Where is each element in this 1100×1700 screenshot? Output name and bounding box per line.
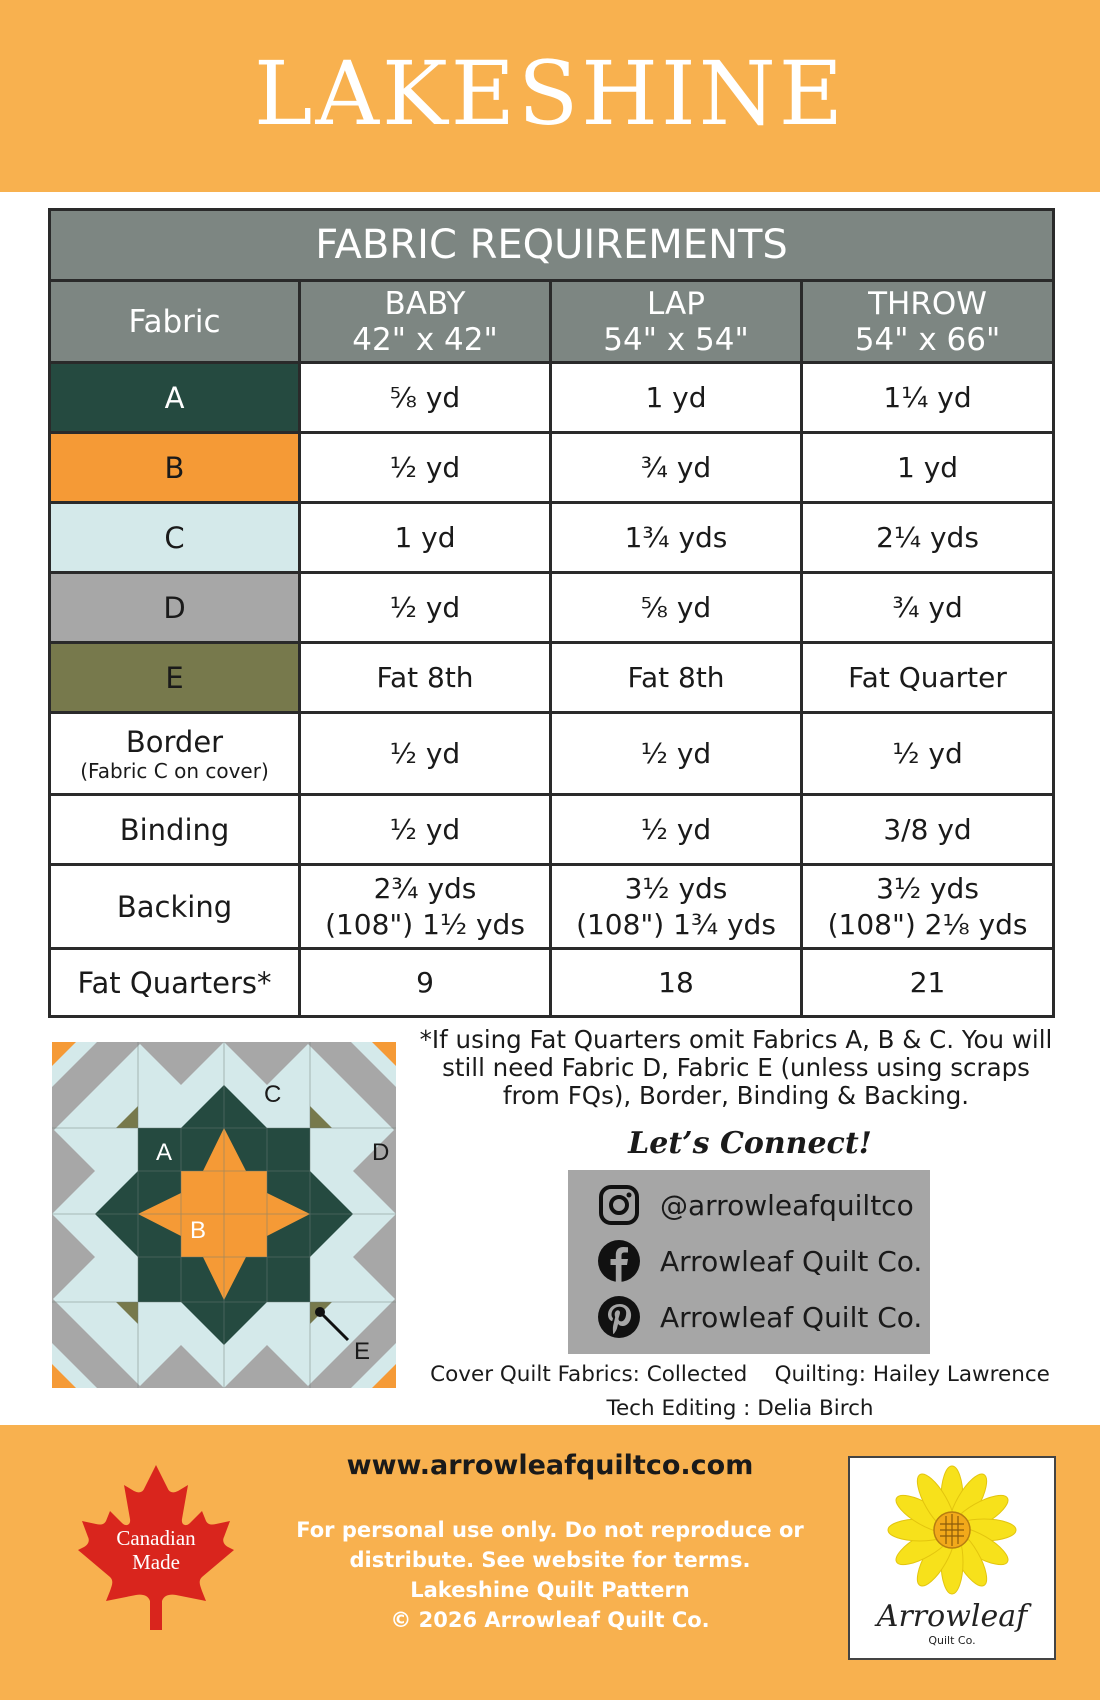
facebook-name: Arrowleaf Quilt Co.	[660, 1244, 923, 1278]
credit-fabrics: Cover Quilt Fabrics: Collected	[430, 1362, 748, 1387]
block-label-d: D	[372, 1139, 390, 1166]
table-cell: Fat Quarter	[802, 643, 1054, 713]
row-label: Border	[125, 724, 224, 759]
table-cell: 3/8 yd	[802, 795, 1054, 865]
fabric-label-a: A	[50, 363, 300, 433]
table-cell: ½ yd	[300, 795, 551, 865]
table-cell: 9	[300, 949, 551, 1017]
fabric-requirements-table	[48, 208, 1055, 1018]
table-cell	[802, 865, 1054, 949]
table-cell: 18	[551, 949, 802, 1017]
fabric-label-binding: Binding	[50, 795, 300, 865]
sunflower-icon	[850, 1458, 1054, 1658]
table-row	[50, 643, 1054, 713]
title-banner	[0, 0, 1100, 192]
fabric-column-header: Fabric	[50, 281, 300, 363]
table-cell: Fat 8th	[300, 643, 551, 713]
table-cell: ¾ yd	[802, 573, 1054, 643]
canadian-label: Canadian	[116, 1526, 196, 1550]
table-row	[50, 503, 1054, 573]
social-facebook[interactable]	[596, 1236, 922, 1286]
legal-line: distribute. See website for terms.	[349, 1548, 751, 1572]
cell-line: (108") 2⅛ yds	[827, 907, 1028, 941]
table-cell: 2¼ yds	[802, 503, 1054, 573]
block-label-c: C	[264, 1081, 282, 1108]
social-pinterest[interactable]	[596, 1292, 922, 1342]
block-label-b: B	[190, 1217, 207, 1244]
table-row	[50, 363, 1054, 433]
row-sublabel: (Fabric C on cover)	[80, 758, 269, 783]
fabric-label-b: B	[50, 433, 300, 503]
social-instagram[interactable]	[596, 1180, 914, 1230]
table-cell: ¾ yd	[551, 433, 802, 503]
table-cell: 21	[802, 949, 1054, 1017]
size-header-lap	[551, 281, 802, 363]
table-cell: ½ yd	[551, 795, 802, 865]
cell-line: 3½ yds	[624, 871, 728, 905]
table-cell: 1¾ yds	[551, 503, 802, 573]
arrowleaf-logo	[848, 1456, 1056, 1660]
table-row	[50, 949, 1054, 1017]
made-label: Made	[132, 1550, 180, 1574]
instagram-handle: @arrowleafquiltco	[660, 1188, 914, 1222]
legal-notice	[290, 1515, 810, 1635]
legal-line: © 2026 Arrowleaf Quilt Co.	[390, 1608, 710, 1632]
table-cell: 1 yd	[802, 433, 1054, 503]
table-cell: Fat 8th	[551, 643, 802, 713]
website-link[interactable]: www.arrowleafquiltco.com	[346, 1450, 754, 1481]
table-cell: ½ yd	[300, 713, 551, 795]
credits	[430, 1358, 1050, 1426]
table-row	[50, 795, 1054, 865]
legal-line: For personal use only. Do not reproduce or	[296, 1518, 804, 1542]
table-cell: ⅝ yd	[300, 363, 551, 433]
size-dims: 42" x 42"	[352, 321, 498, 358]
table-cell: 1¼ yd	[802, 363, 1054, 433]
lets-connect-heading: Let’s Connect!	[628, 1126, 872, 1161]
quilt-block-diagram	[52, 1042, 396, 1388]
size-name: LAP	[647, 285, 705, 322]
credit-quilting: Quilting: Hailey Lawrence	[774, 1362, 1050, 1387]
social-links-panel	[568, 1170, 930, 1354]
table-row	[50, 573, 1054, 643]
size-name: BABY	[384, 285, 466, 322]
cell-line: 2¾ yds	[373, 871, 477, 905]
cell-line: (108") 1¾ yds	[576, 907, 776, 941]
cell-line: (108") 1½ yds	[325, 907, 525, 941]
table-caption: FABRIC REQUIREMENTS	[50, 210, 1054, 281]
maple-leaf-icon	[78, 1465, 234, 1630]
cell-line: 3½ yds	[876, 871, 979, 905]
table-cell: ⅝ yd	[551, 573, 802, 643]
fabric-label-e: E	[50, 643, 300, 713]
pointer-dot-e	[315, 1307, 325, 1317]
size-header-throw	[802, 281, 1054, 363]
table-cell: 1 yd	[300, 503, 551, 573]
fabric-label-c: C	[50, 503, 300, 573]
table-cell	[551, 865, 802, 949]
size-dims: 54" x 54"	[603, 321, 749, 358]
pinterest-name: Arrowleaf Quilt Co.	[660, 1300, 923, 1334]
table-cell	[300, 865, 551, 949]
table-cell: ½ yd	[802, 713, 1054, 795]
logo-subtitle: Quilt Co.	[928, 1634, 976, 1647]
fat-quarter-note: *If using Fat Quarters omit Fabrics A, B & C. You will still need Fabric D, Fabric E (unless using scraps from FQs), Border, Binding & Backing.	[419, 1025, 1053, 1110]
fabric-label-backing: Backing	[50, 865, 300, 949]
fabric-label-border	[50, 713, 300, 795]
logo-wordmark: Arrowleaf	[876, 1599, 1028, 1634]
table-cell: ½ yd	[551, 713, 802, 795]
table-row	[50, 433, 1054, 503]
table-caption-row	[50, 210, 1054, 281]
credit-editing: Tech Editing : Delia Birch	[606, 1396, 874, 1421]
table-cell: ½ yd	[300, 573, 551, 643]
pattern-title: LAKESHINE	[254, 41, 846, 145]
facebook-icon	[596, 1238, 642, 1284]
size-name: THROW	[868, 285, 987, 322]
fabric-label-d: D	[50, 573, 300, 643]
table-row	[50, 865, 1054, 949]
size-dims: 54" x 66"	[854, 321, 1001, 358]
block-label-e: E	[354, 1338, 371, 1365]
legal-line: Lakeshine Quilt Pattern	[410, 1578, 690, 1602]
table-row	[50, 713, 1054, 795]
size-header-baby	[300, 281, 551, 363]
instagram-icon	[596, 1182, 642, 1228]
table-header-row	[50, 281, 1054, 363]
table-cell: ½ yd	[300, 433, 551, 503]
block-label-a: A	[156, 1139, 173, 1166]
pinterest-icon	[596, 1294, 642, 1340]
fabric-label-fat-quarters: Fat Quarters*	[50, 949, 300, 1017]
table-cell: 1 yd	[551, 363, 802, 433]
